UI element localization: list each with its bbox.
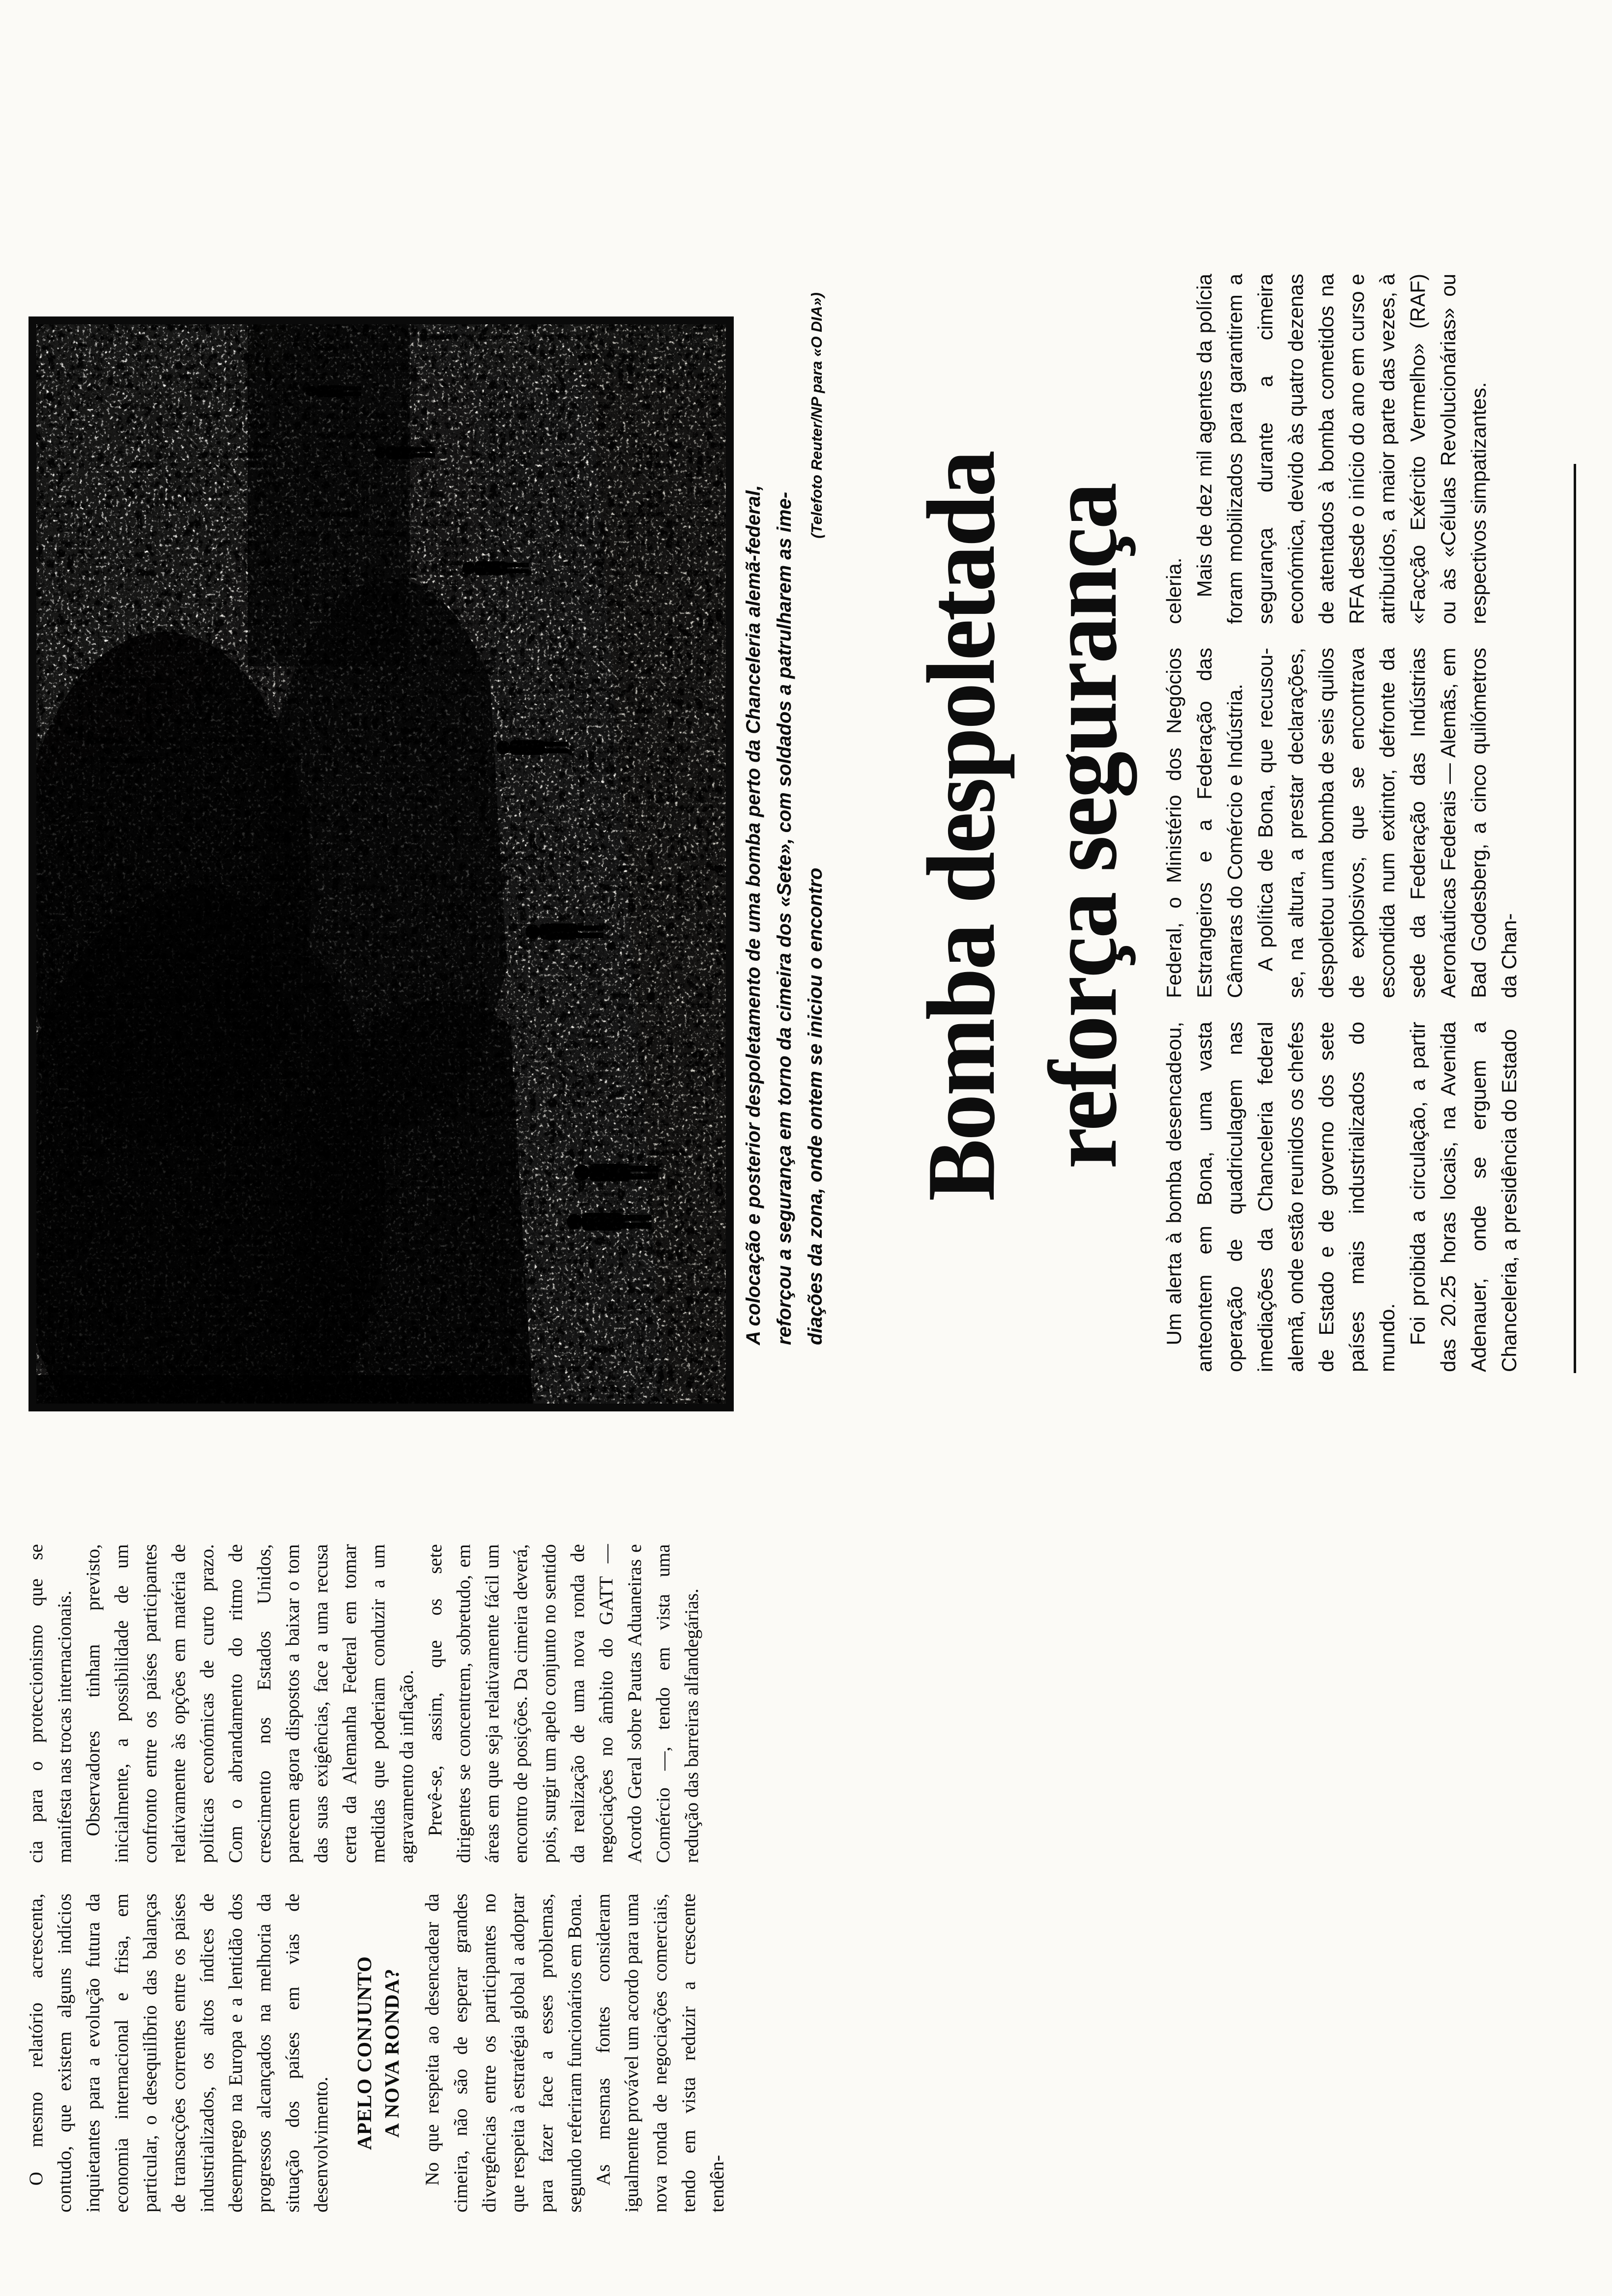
section-heading-line-2: A NOVA RONDA? <box>380 1968 403 2138</box>
photo-caption <box>738 292 832 1345</box>
paragraph: Um alerta à bomba desencadeou, anteontem em Bona, uma vasta operação de quadriculagem nas imediações da Chanceleria federal alemã, onde estão reunidos os chefes de Estado e de governo dos sete países mais industrializados do mundo. <box>1162 1022 1399 1372</box>
paragraph: A política de Bona, que recusou-se, na altura, a prestar declarações, despoletou uma bomba de seis quilos de explosivos, que se encontrava escondida num extintor, defronte da sede da Federação das Indústrias Aeronáuticas Federais — Alemãs, em Bad Godesberg, a cinco quilómetros da Chan- <box>1254 648 1521 998</box>
photo-credit: (Telefoto Reuter/NP para «O DIA») <box>808 292 825 539</box>
news-photo <box>29 316 734 1411</box>
headline-line-2: reforça segurança <box>1029 484 1137 1169</box>
section-heading <box>350 1894 405 2212</box>
left-article-column-1 <box>22 1894 897 2212</box>
paragraph: cia para o proteccionismo que se manifesta nas trocas internacionais. <box>26 1544 75 1863</box>
paragraph: Foi proibida a circulação, a partir das 20.25 horas locais, na Avenida Adenauer, onde se erguem a Chanceleria, a presidência do Estado <box>1406 1022 1521 1372</box>
caption-line-2: reforçou a segurança em torno da cimeira dos «Sete», com soldados a patrulharem as ime- <box>774 491 795 1345</box>
headline-line-1: Bomba despoletada <box>907 452 1015 1202</box>
caption-line-3: diações da zona, onde ontem se iniciou o encontro <box>805 867 826 1345</box>
paragraph: celeria. <box>1162 557 1185 624</box>
paragraph: Mais de dez mil agentes da polícia foram mobilizados para garantirem a segurança durante a cimeira económica, devido às quatro dezenas de atentados à bomba cometidos na RFA desde o início do ano em curso e atribuídos, a maior parte das vezes, à «Facção Exército Vermelho» (RAF) ou às «Células Revolucionárias» ou respectivos simpatizantes. <box>1193 274 1490 624</box>
paragraph: Federal, o Ministério dos Negócios Estrangeiros e a Federação das Câmaras do Comércio e Indústria. <box>1162 648 1246 998</box>
paragraph: As mesmas fontes consideram igualmente provável um acordo para uma nova ronda de negociações comerciais, tendo em vista reduzir a crescente tendên- <box>593 1894 728 2212</box>
right-article-column-1 <box>1159 1022 1601 1372</box>
paragraph: O mesmo relatório acrescenta, contudo, que existem alguns indícios inquietantes para a evolução futura da economia internacional e frisa, em particular, o desequilíbrio das balanças de transacções correntes entre os países industrializados, os altos índices de desemprego na Europa e a lentidão dos progressos alcançados na melhoria da situação dos países em vias de desenvolvimento. <box>26 1894 332 2212</box>
paragraph: Prevê-se, assim, que os sete dirigentes se concentrem, sobretudo, em áreas em que seja relativamente fácil um encontro de posições. Da cimeira deverá, pois, surgir um apelo conjunto no sentido da realização de uma nova ronda de negociações no âmbito do GATT — Acordo Geral sobre Pautas Aduaneiras e Comércio —, tendo em vista uma redução das barreiras alfandegárias. <box>425 1544 702 1863</box>
paragraph: Observadores tinham previsto, inicialmente, a possibilidade de um confronto entre os países participantes relativamente às opções em matéria de políticas económicas de curto prazo. Com o abrandamento do ritmo de crescimento nos Estados Unidos, parecem agora dispostos a baixar o tom das suas exigências, face a uma recusa certa da Alemanha Federal em tomar medidas que poderiam conduzir a um agravamento da inflação. <box>83 1544 417 1863</box>
caption-line-1: A colocação e posterior despoletamento de uma bomba perto da Chanceleria alemã-federal, <box>743 485 764 1345</box>
right-article <box>1159 274 1601 1372</box>
article-bottom-rule <box>1574 464 1576 1373</box>
left-article-column-2 <box>22 1544 897 1863</box>
right-article-column-2 <box>1159 648 1601 998</box>
paragraph: No que respeita ao desencadear da cimeira, não são de esperar grandes divergências entre os participantes no que respeita à estratégia global a adoptar para fazer face a esses problemas, segundo referiram funcionários em Bona. <box>422 1894 585 2212</box>
left-article <box>22 1544 897 2212</box>
headline <box>900 276 1144 1377</box>
right-article-column-3 <box>1159 274 1601 624</box>
section-heading-line-1: APELO CONJUNTO <box>353 1956 375 2150</box>
photo-illustration <box>36 324 726 1404</box>
